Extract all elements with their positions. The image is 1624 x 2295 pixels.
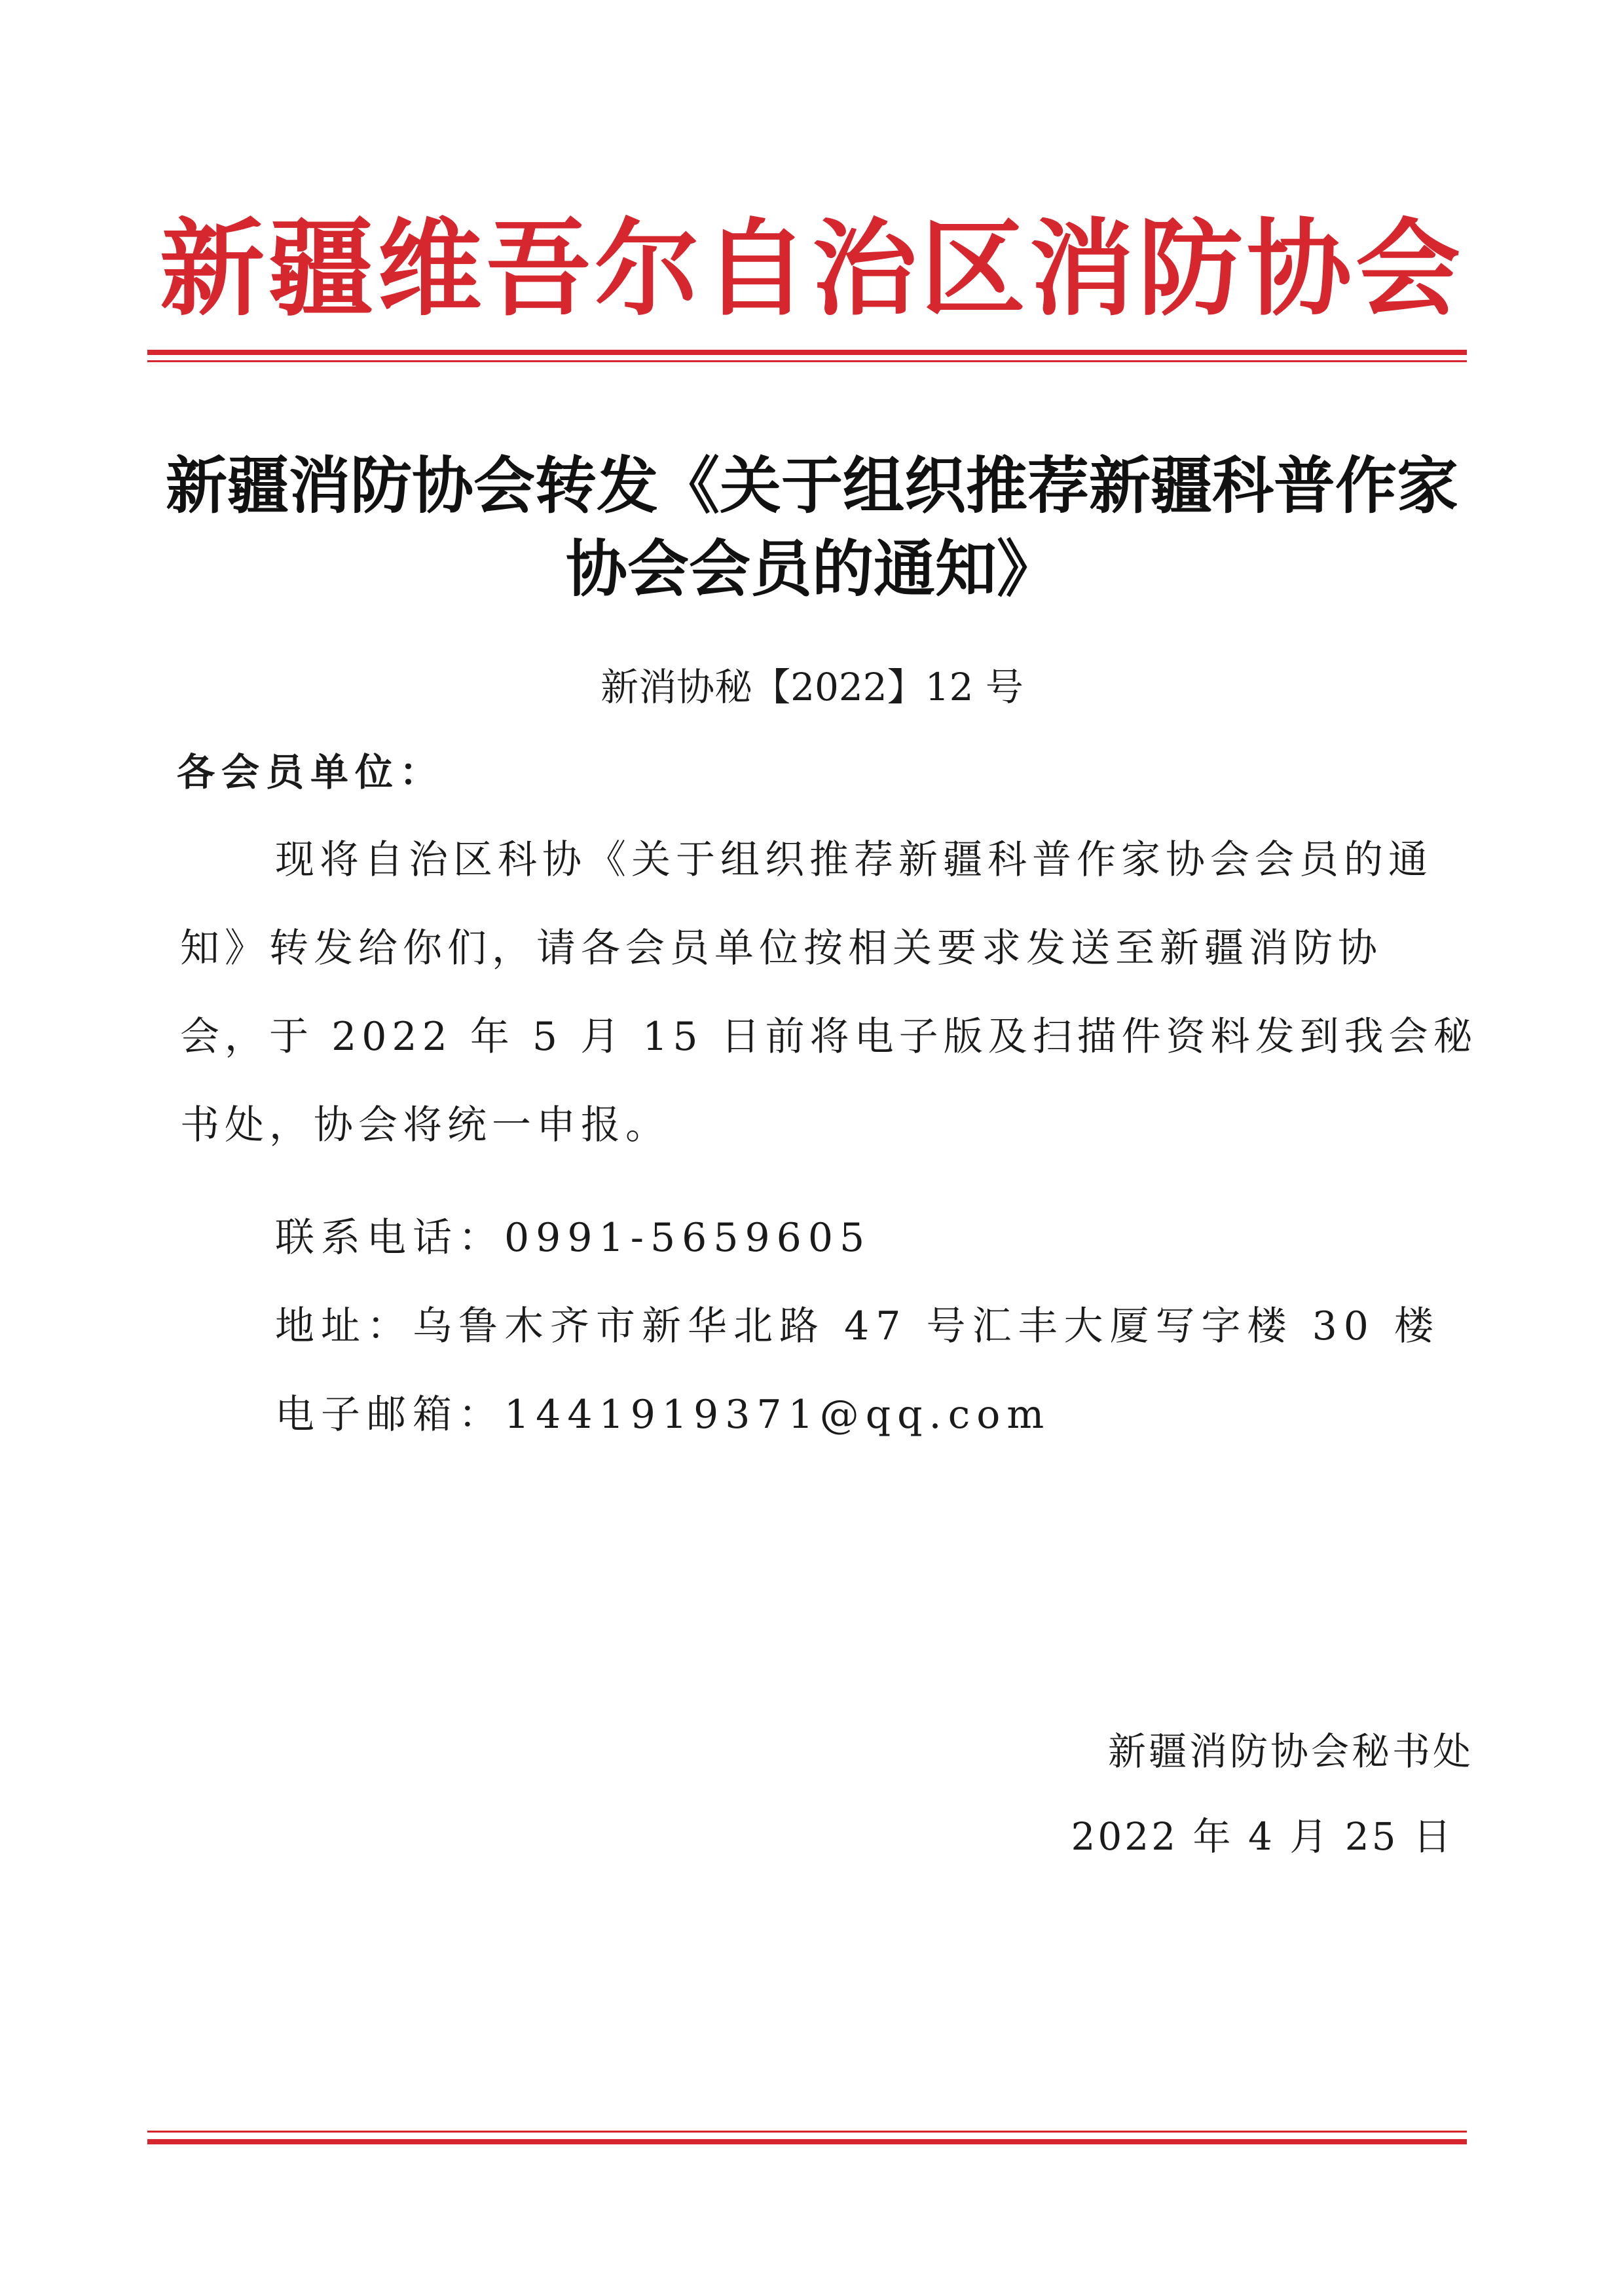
body-line-3: 会，于 2022 年 5 月 15 日前将电子版及扫描件资料发到我会秘 <box>180 1014 1478 1060</box>
contact-email: 电子邮箱：1441919371@qq.com <box>275 1392 1051 1438</box>
header-rule-thick <box>147 350 1467 355</box>
body-line-4: 书处，协会将统一申报。 <box>180 1102 670 1148</box>
body-line-1: 现将自治区科协《关于组织推荐新疆科普作家协会会员的通 <box>275 837 1433 883</box>
letterhead-org-name: 新疆维吾尔自治区消防协会 <box>159 207 1464 330</box>
footer-rule-thick <box>147 2139 1467 2144</box>
footer-rule-thin <box>147 2131 1467 2133</box>
body-line-2: 知》转发给你们，请各会员单位按相关要求发送至新疆消防协 <box>180 925 1382 971</box>
salutation: 各会员单位： <box>177 750 445 794</box>
contact-address: 地址：乌鲁木齐市新华北路 47 号汇丰大厦写字楼 30 楼 <box>275 1303 1440 1349</box>
document-title-line-1: 新疆消防协会转发《关于组织推荐新疆科普作家 <box>165 450 1458 522</box>
signature-date: 2022 年 4 月 25 日 <box>1071 1814 1454 1859</box>
header-rule-thin <box>147 360 1467 362</box>
contact-phone: 联系电话：0991-5659605 <box>275 1215 872 1261</box>
document-title-line-2: 协会会员的通知》 <box>565 533 1058 605</box>
document-number: 新消协秘【2022】12 号 <box>600 665 1024 709</box>
signature-issuer: 新疆消防协会秘书处 <box>1107 1729 1473 1774</box>
